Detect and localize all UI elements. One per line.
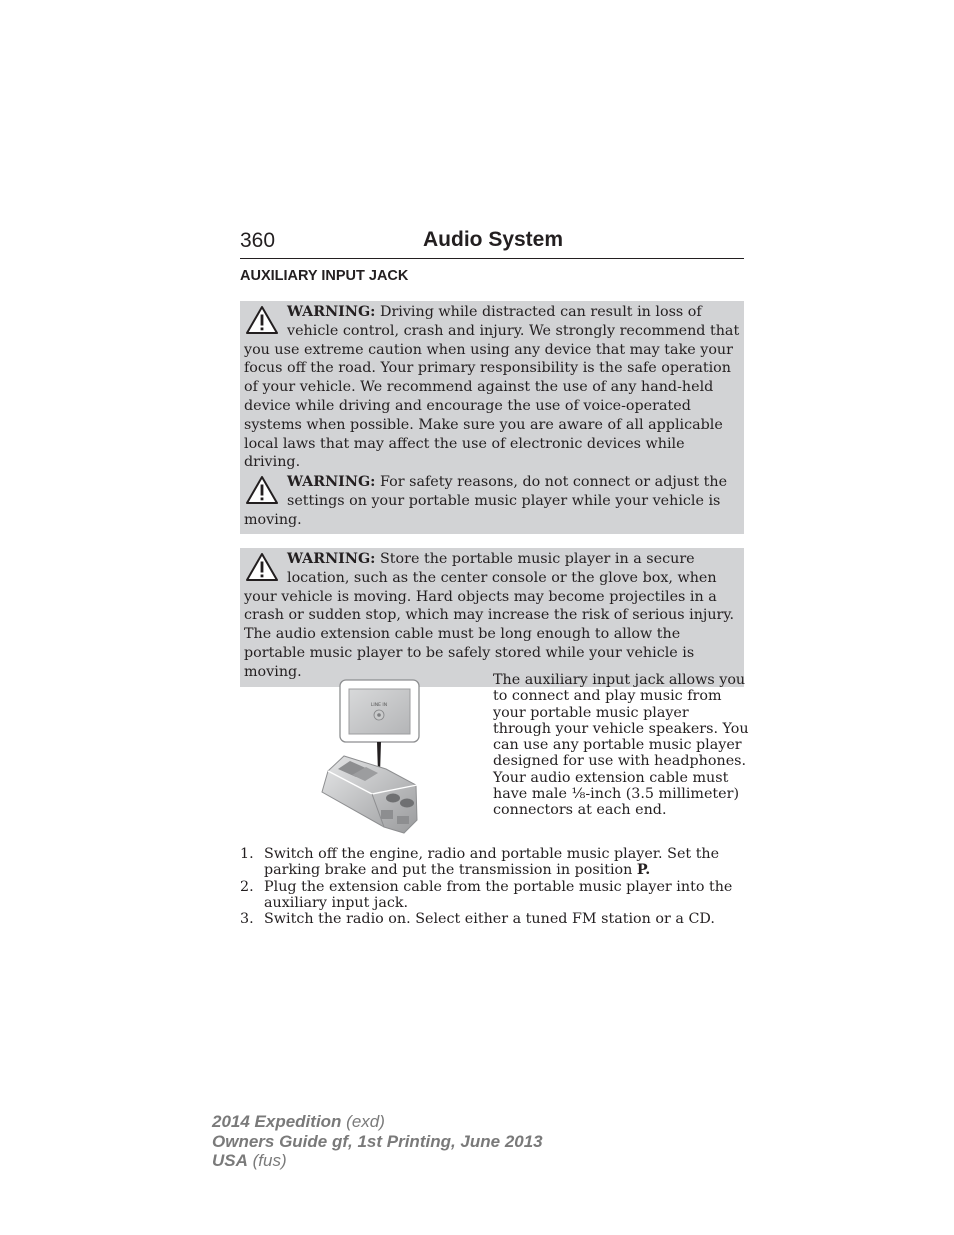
step-number: 1. bbox=[240, 846, 254, 862]
warning-box-distraction bbox=[240, 301, 744, 477]
warning-triangle-icon bbox=[244, 474, 280, 506]
list-item bbox=[240, 846, 744, 879]
footer-region-code: (fus) bbox=[252, 1151, 287, 1170]
step-text: Plug the extension cable from the portable music player into the auxiliary input jack. bbox=[264, 878, 733, 911]
section-title: AUXILIARY INPUT JACK bbox=[240, 268, 409, 284]
steps-list bbox=[240, 846, 744, 927]
auxiliary-jack-illustration bbox=[318, 677, 428, 839]
warning-triangle-icon bbox=[244, 551, 280, 583]
page-footer bbox=[212, 1112, 543, 1171]
warning-triangle-icon bbox=[244, 304, 280, 336]
jack-description: The auxiliary input jack allows you to connect and play music from your portable music player through your vehicle speakers. You can use any portable music player designed for use with headphones. Your audio extension cable must have male ⅛-inch (3.5 millimeter) connectors at each end. bbox=[493, 672, 749, 819]
step-text: Switch off the engine, radio and portable music player. Set the parking brake and put the transmission in position bbox=[264, 846, 720, 879]
footer-model-code: (exd) bbox=[346, 1112, 385, 1131]
step-text: Switch the radio on. Select either a tuned FM station or a CD. bbox=[264, 911, 715, 928]
warning-text: Driving while distracted can result in loss of vehicle control, crash and injury. We strongly recommend that you use extreme caution when using any device that may take your focus off the road. Your primary responsibility is the safe operation of your vehicle. We recommend against the use of any hand-held device while driving and encourage the use of voice-operated systems when possible. Make sure you are aware of all applicable local laws that may affect the use of electronic devices while driving. bbox=[244, 304, 740, 471]
warning-text: Store the portable music player in a secure location, such as the center console or the glove box, when your vehicle is moving. Hard objects may become projectiles in a crash or sudden stop, which may increase the risk of serious injury. The audio extension cable must be long enough to allow the portable music player to be safely stored while your vehicle is moving. bbox=[244, 551, 735, 680]
warning-label: WARNING: bbox=[287, 551, 376, 567]
page-header bbox=[240, 228, 744, 259]
footer-region: USA bbox=[212, 1151, 248, 1170]
step-number: 3. bbox=[240, 911, 254, 928]
warning-text: For safety reasons, do not connect or adjust the settings on your portable music player while your vehicle is moving. bbox=[244, 474, 728, 528]
warning-box-safety bbox=[240, 471, 744, 534]
footer-model: 2014 Expedition bbox=[212, 1112, 342, 1131]
warning-label: WARNING: bbox=[287, 474, 376, 490]
list-item bbox=[240, 879, 744, 912]
line-in-label: LINE IN bbox=[370, 703, 388, 708]
footer-printing: Owners Guide gf, 1st Printing, June 2013 bbox=[212, 1131, 543, 1151]
warning-label: WARNING: bbox=[287, 304, 376, 320]
page-number: 360 bbox=[240, 229, 276, 252]
warning-box-storage bbox=[240, 548, 744, 687]
list-item bbox=[240, 911, 744, 927]
page-title: Audio System bbox=[423, 228, 564, 251]
step-number: 2. bbox=[240, 878, 254, 895]
step-bold-text: P. bbox=[636, 862, 651, 879]
